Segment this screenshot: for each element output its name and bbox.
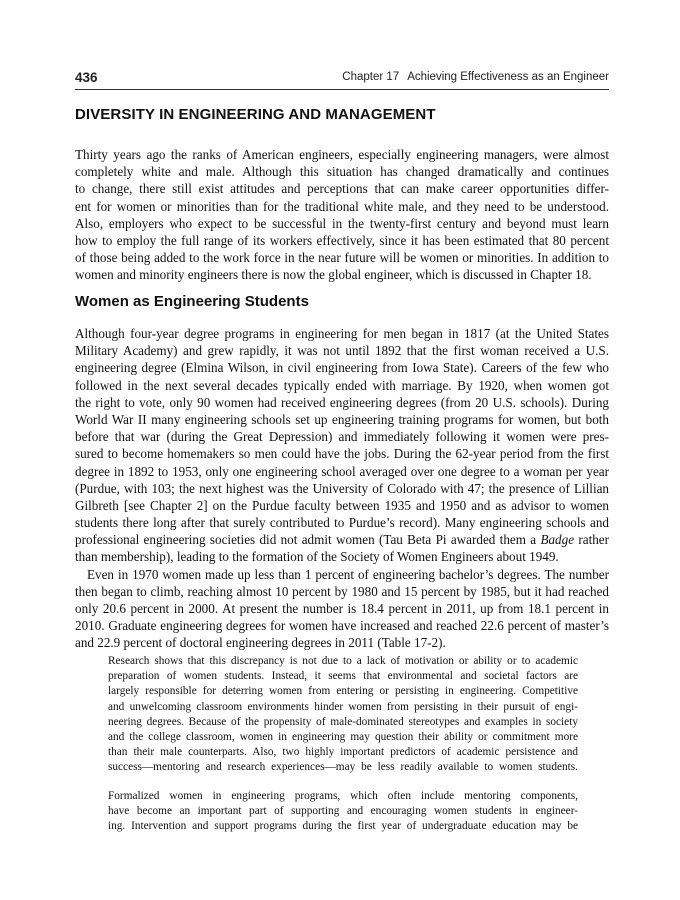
running-head xyxy=(342,71,609,83)
text-line: followed in the next several decades typically ended with marriage. By 1920, when women got xyxy=(75,377,609,393)
quote-line: and the college classroom, women in engineering may question their ability or commitment more xyxy=(108,730,578,743)
text-line: before that war (during the Great Depression) and immediately following it women were pres- xyxy=(75,429,609,445)
text-line: Also, employers who expect to be successful in the twenty-first century and beyond must learn xyxy=(75,215,609,231)
text-line: of those being added to the work force in the near future will be women or minorities. In addition to xyxy=(75,250,609,266)
text-line: (Purdue, with 103; the next highest was the University of Colorado with 47; the presence of Lillian xyxy=(75,480,609,496)
text-line: engineering degree (Elmina Wilson, in civil engineering from Iowa State). Careers of the few who xyxy=(75,360,609,376)
quote-line: neering degrees. Because of the propensity of male-dominated stereotypes and examples in society xyxy=(108,715,578,728)
block-quote xyxy=(108,789,578,835)
text-line: sured to become homemakers so men could have the jobs. During the 62-year period from the first xyxy=(75,446,609,462)
page-number: 436 xyxy=(75,70,98,85)
quote-line: Formalized women in engineering programs, which often include mentoring components, xyxy=(108,790,578,802)
quote-line: and unwelcoming classroom environments hinder women from persisting in their pursuit of engi- xyxy=(108,700,578,713)
text-line: Military Academy) and grew rapidly, it was not until 1892 that the first woman received a U.S. xyxy=(75,343,609,359)
quote-line: have become an important part of supporting and encouraging women students in engineer- xyxy=(108,805,578,818)
text-line: women and minority engineers there is now the global engineer, which is discussed in Chapter 18. xyxy=(75,267,592,283)
text-line: only 20.6 percent in 2000. At present the number is 18.4 percent in 2011, up from 18.1 percent in xyxy=(75,601,609,616)
italic-word: Badge xyxy=(540,532,575,548)
subsection-heading: Women as Engineering Students xyxy=(75,293,309,310)
intro-paragraph xyxy=(75,146,609,284)
quote-line: ing. Intervention and support programs during the first year of undergraduate education may be xyxy=(108,820,578,833)
text-line: Even in 1970 women made up less than 1 percent of engineering bachelor’s degrees. The number xyxy=(87,566,609,582)
text-line-with-italic xyxy=(75,531,609,548)
quote-line: success—mentoring and research experiences—may be less readily available to women students. xyxy=(108,761,578,774)
text-line: Thirty years ago the ranks of American engineers, especially engineering managers, were almost xyxy=(75,147,609,162)
text-line: to change, there still exist attitudes and perceptions that can make career opportunities differ- xyxy=(75,181,609,197)
text-line: students there long after that surely contributed to Purdue’s record). Many engineering schools and xyxy=(75,515,609,531)
quote-line: Research shows that this discrepancy is not due to a lack of motivation or ability or to academic xyxy=(108,655,578,667)
women-students-paragraphs xyxy=(75,325,609,652)
chapter-title: Achieving Effectiveness as an Engineer xyxy=(407,71,609,83)
text-line: 2010. Graduate engineering degrees for women have increased and reached 22.6 percent of master’s xyxy=(75,618,609,634)
text-line: completely white and male. Although this situation has changed dramatically and continues xyxy=(75,164,609,180)
text-line: ent for women or minorities than for the traditional white male, and they need to be understood. xyxy=(75,198,609,214)
text-line: then began to climb, reaching almost 10 percent by 1980 and 15 percent by 1985, but it had reached xyxy=(75,583,609,599)
page-header xyxy=(75,70,609,90)
text-line: Gilbreth [see Chapter 2] on the Purdue faculty between 1935 and 1950 and as advisor to women xyxy=(75,497,609,513)
text-line: the right to vote, only 90 women had received engineering degrees (from 20 U.S. schools). During xyxy=(75,394,609,410)
text-line: than membership), leading to the formation of the Society of Women Engineers about 1949. xyxy=(75,549,559,565)
text-fragment: professional engineering societies did not admit women (Tau Beta Pi awarded them a xyxy=(75,532,537,548)
chapter-label: Chapter 17 xyxy=(342,71,400,83)
quote-line: than their male counterparts. Also, two highly important predictors of academic persistence and xyxy=(108,746,578,759)
text-fragment: rather xyxy=(578,532,609,548)
quote-line: preparation of women students. Instead, it seems that environmental and societal factors are xyxy=(108,670,578,683)
header-rule xyxy=(75,89,609,90)
text-line: degree in 1892 to 1953, only one engineering school averaged over one degree to a woman per year xyxy=(75,463,609,479)
text-line: Although four-year degree programs in engineering for men began in 1817 (at the United States xyxy=(75,326,609,341)
text-line: World War II many engineering schools set up engineering training programs for women, but both xyxy=(75,411,609,427)
text-line: and 22.9 percent of doctoral engineering degrees in 2011 (Table 17-2). xyxy=(75,635,446,651)
section-heading: DIVERSITY IN ENGINEERING AND MANAGEMENT xyxy=(75,106,436,123)
block-quote xyxy=(108,654,578,776)
text-line: how to employ the full range of its workers effectively, since it has been estimated that 80 percent xyxy=(75,232,609,248)
quote-line: largely responsible for deterring women from entering or persisting in engineering. Competitive xyxy=(108,685,578,698)
